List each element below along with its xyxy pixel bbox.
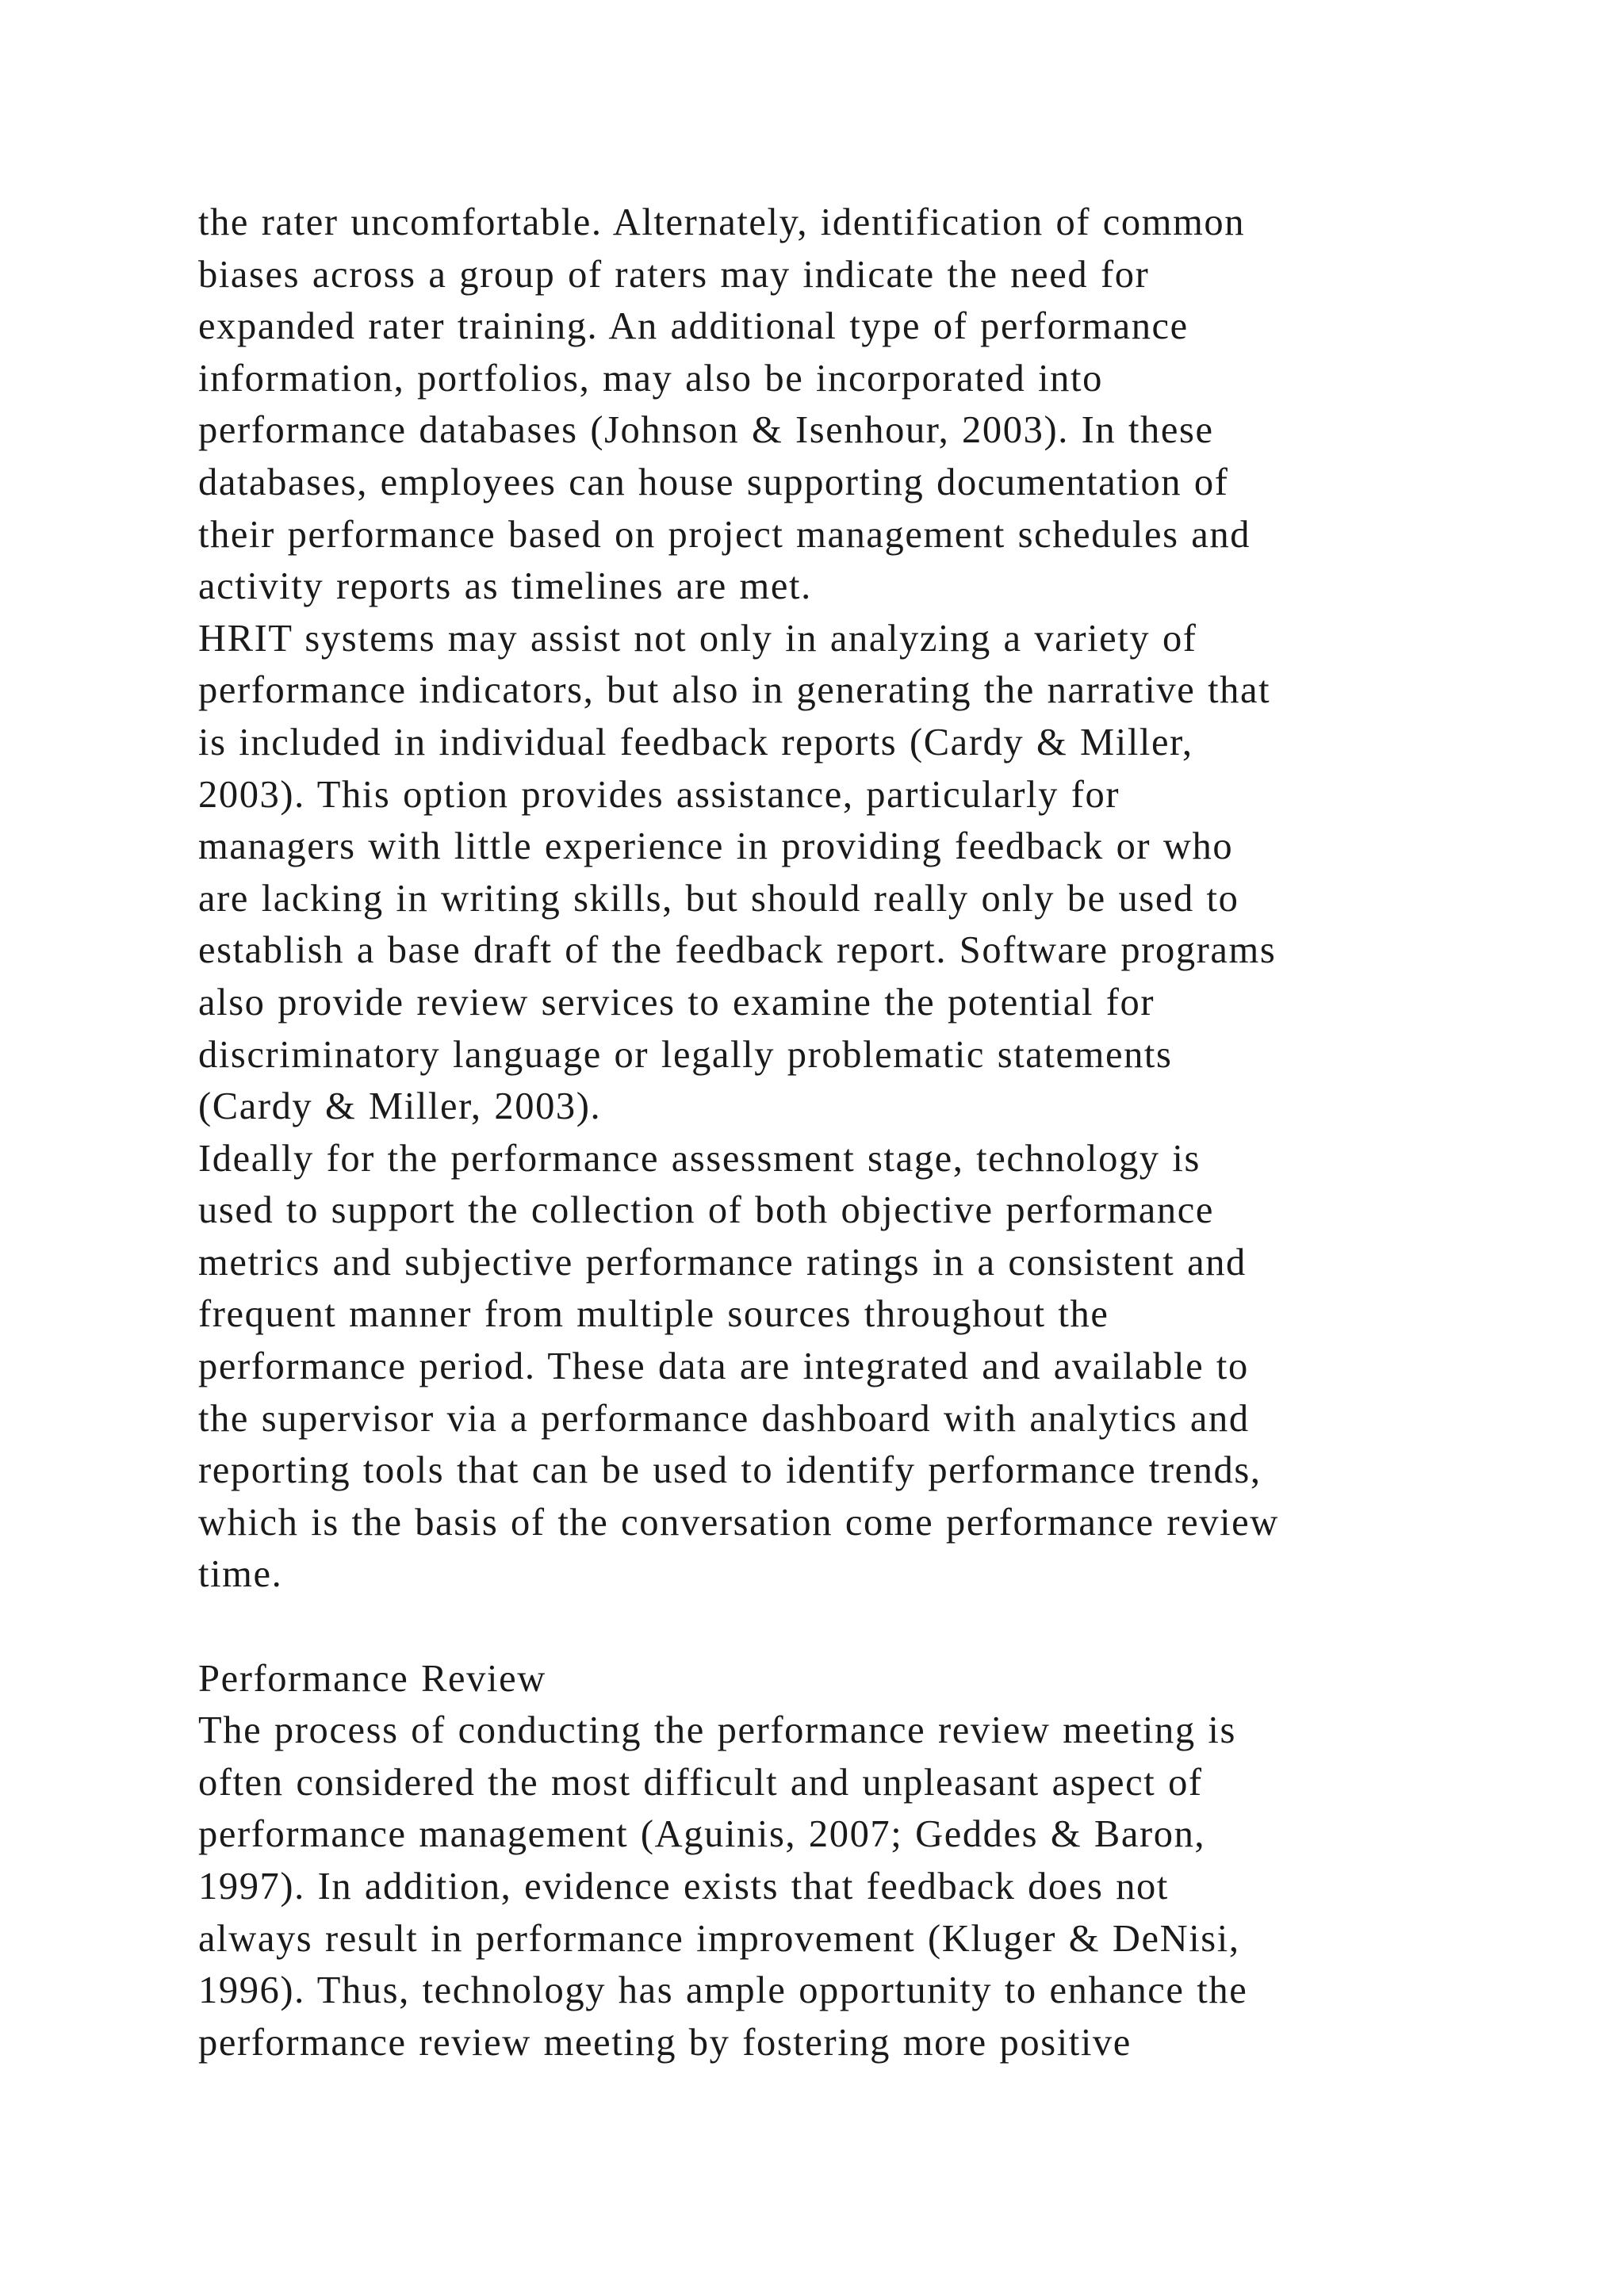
text-line: databases, employees can house supporting documentation of <box>198 461 1229 503</box>
text-line: (Cardy & Miller, 2003). <box>198 1085 602 1128</box>
text-line: performance databases (Johnson & Isenhour, 2003). In these <box>198 409 1214 452</box>
text-line: biases across a group of raters may indicate the need for <box>198 253 1150 296</box>
document-body <box>198 197 1546 2068</box>
text-line: discriminatory language or legally problematic statements <box>198 1033 1173 1076</box>
text-line: HRIT systems may assist not only in analyzing a variety of <box>198 617 1197 660</box>
text-line: the supervisor via a performance dashboard with analytics and <box>198 1397 1250 1440</box>
blank-line <box>198 1601 1546 1653</box>
text-line: The process of conducting the performance review meeting is <box>198 1709 1236 1752</box>
text-line: managers with little experience in providing feedback or who <box>198 825 1234 868</box>
text-line: 1996). Thus, technology has ample opportunity to enhance the <box>198 1969 1248 2012</box>
text-line: is included in individual feedback reports (Cardy & Miller, <box>198 721 1193 763</box>
text-line: reporting tools that can be used to identify performance trends, <box>198 1449 1262 1492</box>
text-line: 2003). This option provides assistance, particularly for <box>198 773 1120 816</box>
text-line: performance review meeting by fostering more positive <box>198 2021 1132 2064</box>
text-line: their performance based on project management schedules and <box>198 513 1251 556</box>
text-line: performance indicators, but also in generating the narrative that <box>198 669 1271 712</box>
text-line: the rater uncomfortable. Alternately, identification of common <box>198 201 1246 243</box>
text-line: metrics and subjective performance ratings in a consistent and <box>198 1241 1247 1284</box>
text-line: expanded rater training. An additional type of performance <box>198 305 1189 348</box>
text-line: frequent manner from multiple sources throughout the <box>198 1293 1109 1336</box>
text-line: activity reports as timelines are met. <box>198 565 812 608</box>
text-line: always result in performance improvement (Kluger & DeNisi, <box>198 1917 1240 1960</box>
text-line: performance period. These data are integrated and available to <box>198 1345 1249 1388</box>
text-line: used to support the collection of both objective performance <box>198 1189 1215 1232</box>
section-heading: Performance Review <box>198 1657 546 1700</box>
text-line: which is the basis of the conversation come performance review <box>198 1501 1279 1544</box>
text-line: establish a base draft of the feedback report. Software programs <box>198 929 1277 972</box>
text-line: time. <box>198 1553 283 1596</box>
text-line: Ideally for the performance assessment stage, technology is <box>198 1137 1201 1180</box>
text-line: 1997). In addition, evidence exists that feedback does not <box>198 1866 1169 1908</box>
text-line: performance management (Aguinis, 2007; Geddes & Baron, <box>198 1813 1206 1856</box>
text-line: often considered the most difficult and unpleasant aspect of <box>198 1761 1203 1804</box>
text-line: are lacking in writing skills, but should really only be used to <box>198 877 1239 920</box>
text-line: information, portfolios, may also be incorporated into <box>198 357 1103 400</box>
text-line: also provide review services to examine the potential for <box>198 981 1155 1024</box>
